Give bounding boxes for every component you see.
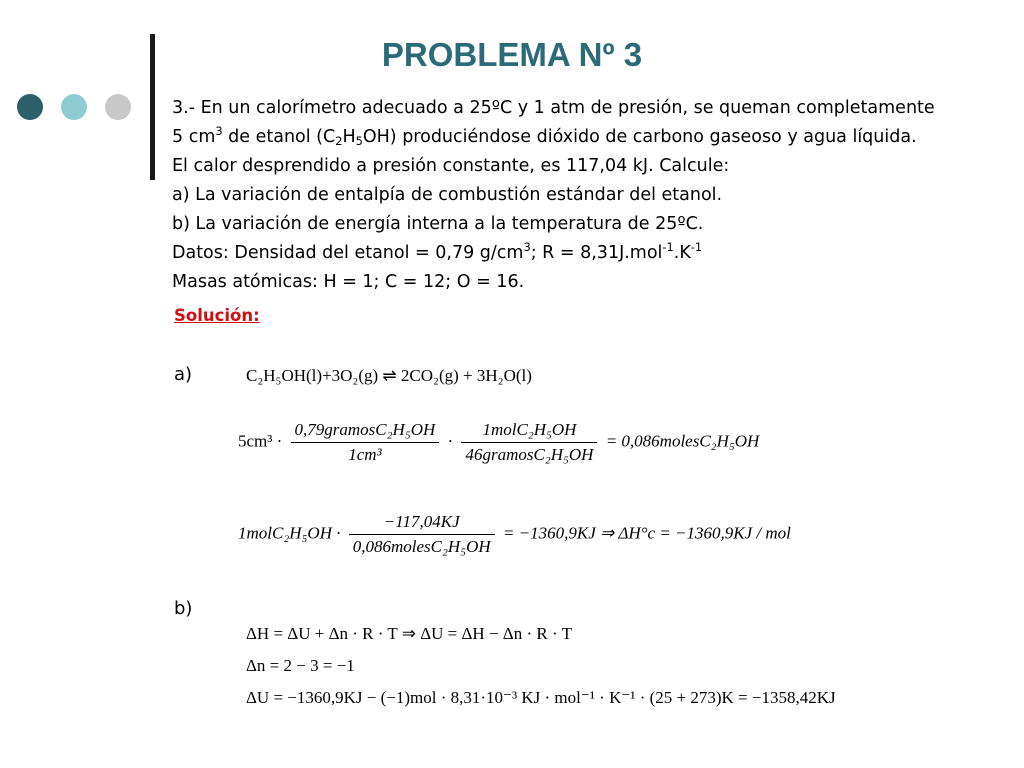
decorative-dot-grey xyxy=(105,94,131,120)
vertical-divider xyxy=(150,34,155,180)
question-b: b) La variación de energía interna a la temperatura de 25ºC. xyxy=(172,214,704,234)
internal-energy-relation: ΔH = ΔU + Δn · R · T ⇒ ΔU = ΔH − Δn · R · T xyxy=(246,624,572,643)
combustion-equation: C₂H₅OH(l)+3O₂(g) ⇌ 2CO₂(g) + 3H₂O(l) xyxy=(246,366,532,385)
slide-title: PROBLEMA Nº 3 xyxy=(381,36,643,73)
moles-calculation: 5cm³ · $\frac{\text{0,79gramosC₂H₅OH}}{\text{1cm³}}$ · $\frac{\text{1molC₂H₅OH}}{\text{46gramosC₂H₅OH}}$ = 0,086molesC₂H₅OH xyxy=(238,420,760,464)
delta-u-result: ΔU = −1360,9KJ − (−1)mol · 8,31·10⁻³ KJ · mol⁻¹ · K⁻¹ · (25 + 273)K = −1358,42KJ xyxy=(246,688,836,707)
given-data: Datos: Densidad del etanol = 0,79 $g/cm^3$; $R = 8,31J.mol^{-1}.K^{-1}$ xyxy=(172,240,703,263)
molar-mass-fraction: $\frac{\text{1molC₂H₅OH}}{\text{46gramosC₂H₅OH}}$ xyxy=(461,420,597,465)
question-a: a) La variación de entalpía de combustión estándar del etanol. xyxy=(172,185,723,205)
problem-line-2: 5 $cm^3$ de etanol $(C_2H_5OH)$ produciéndose dióxido de carbono gaseoso y agua líquida. xyxy=(172,124,917,148)
delta-n-equation: Δn = 2 − 3 = −1 xyxy=(246,656,355,675)
atomic-masses: Masas atómicas: H = 1; C = 12; O = 16. xyxy=(172,272,525,292)
decorative-dot-light xyxy=(61,94,87,120)
problem-line-1: 3.- En un calorímetro adecuado a 25ºC y 1 atm de presión, se queman completamente xyxy=(172,98,935,118)
part-b-label: b) xyxy=(174,598,193,619)
decorative-dot-dark xyxy=(17,94,43,120)
enthalpy-calculation: 1molC₂H₅OH · $\frac{-117,04KJ}{\text{0,086molesC₂H₅OH}}$ = −1360,9KJ ⇒ ΔH°c = −1360,9KJ / mol xyxy=(238,512,791,556)
problem-line-3: El calor desprendido a presión constante, es 117,04 kJ. Calcule: xyxy=(172,156,730,176)
part-a-label: a) xyxy=(174,364,193,385)
problem-statement xyxy=(172,94,1002,297)
heat-per-mole-fraction: $\frac{-117,04KJ}{\text{0,086molesC₂H₅OH}}$ xyxy=(349,512,495,557)
solution-label: Solución: xyxy=(174,306,260,325)
density-fraction: $\frac{\text{0,79gramosC₂H₅OH}}{\text{1cm³}}$ xyxy=(291,420,440,465)
